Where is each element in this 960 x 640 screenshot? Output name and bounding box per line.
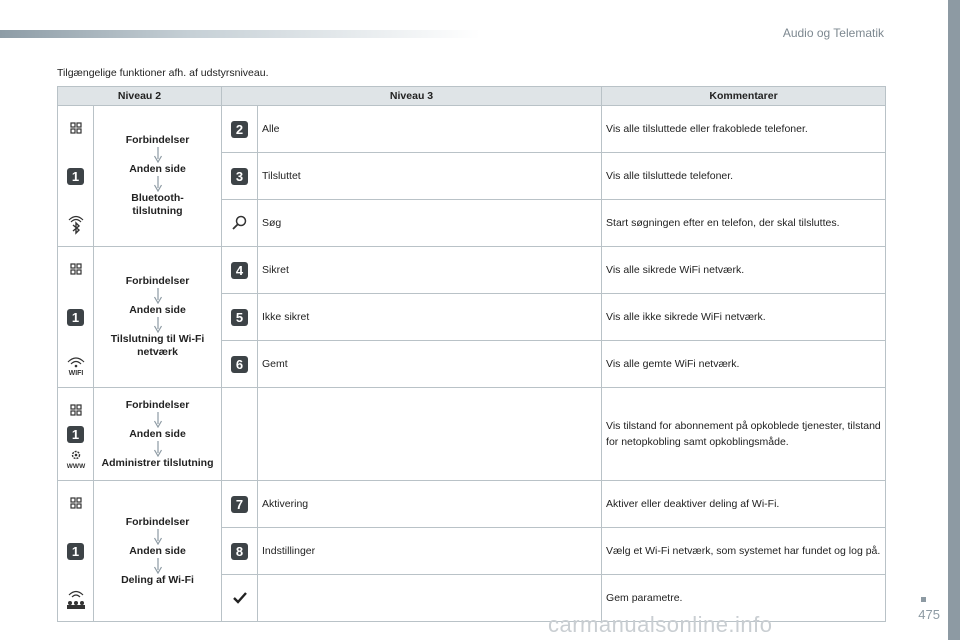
table-row [58, 388, 886, 481]
grid-icon [65, 399, 87, 421]
function-table [57, 86, 886, 622]
menu-step: Forbindelser [125, 398, 190, 411]
header-niveau-2: Niveau 2 [58, 87, 222, 106]
menu-step: Anden side [129, 304, 186, 316]
comment-cell: Start søgningen efter en telefon, der skal tilsluttes. [602, 200, 886, 247]
comment-cell: Vis alle sikrede WiFi netværk. [602, 247, 886, 294]
table-row [58, 481, 886, 528]
level3-icon-cell [222, 341, 258, 388]
step-badge: 3 [231, 168, 248, 185]
menu-step: Forbindelser [125, 275, 190, 287]
level3-label: Indstillinger [258, 528, 602, 575]
intro-text: Tilgængelige funktioner afh. af udstyrsniveau. [57, 67, 269, 79]
menu-path-cell [94, 106, 222, 247]
menu-icons-cell [58, 388, 94, 481]
level3-icon-cell [222, 575, 258, 622]
comment-cell: Vis tilstand for abonnement på opkoblede tjenester, tilstand for netopkobling samt opkoblingsmåde. [602, 388, 886, 481]
side-strip [948, 0, 960, 640]
bluetooth-icon [65, 213, 87, 235]
step-badge: 2 [231, 121, 248, 138]
level3-icon-cell [222, 481, 258, 528]
menu-icons-cell [58, 481, 94, 622]
comment-cell: Vis alle tilsluttede telefoner. [602, 153, 886, 200]
svg-text:WIFI: WIFI [68, 370, 83, 376]
step-badge: 1 [67, 426, 84, 443]
section-title: Audio og Telematik [782, 26, 884, 40]
level3-icon-cell [222, 247, 258, 294]
grid-icon [65, 258, 87, 280]
level3-icon-cell [222, 388, 258, 481]
step-badge: 6 [231, 356, 248, 373]
menu-step: Forbindelser [125, 515, 190, 528]
level3-label: Tilsluttet [258, 153, 602, 200]
menu-path-cell [94, 388, 222, 481]
level3-icon-cell [222, 106, 258, 153]
menu-icons-cell [58, 106, 94, 247]
menu-icons-cell [58, 247, 94, 388]
level3-label [258, 388, 602, 481]
menu-step: Anden side [129, 427, 186, 440]
menu-step: Tilslutning til Wi-Fi netværk [110, 333, 205, 358]
comment-cell: Vis alle gemte WiFi netværk. [602, 341, 886, 388]
comment-cell: Aktiver eller deaktiver deling af Wi-Fi. [602, 481, 886, 528]
wifi-share-icon [65, 588, 87, 610]
menu-step: Anden side [129, 163, 186, 175]
menu-path-cell [94, 481, 222, 622]
check-icon [229, 587, 251, 609]
table-header-row [58, 87, 886, 106]
level3-label: Søg [258, 200, 602, 247]
step-badge: 8 [231, 543, 248, 560]
level3-label: Ikke sikret [258, 294, 602, 341]
header-niveau-3: Niveau 3 [222, 87, 602, 106]
menu-step: Bluetooth- tilslutning [131, 192, 184, 217]
www-gear-icon [65, 447, 87, 469]
top-decorative-bar [0, 30, 480, 38]
level3-label: Aktivering [258, 481, 602, 528]
step-badge: 1 [67, 309, 84, 326]
step-badge: 4 [231, 262, 248, 279]
step-badge: 1 [67, 168, 84, 185]
menu-path-cell [94, 247, 222, 388]
menu-step: Anden side [129, 544, 186, 557]
comment-cell: Vis alle tilsluttede eller frakoblede telefoner. [602, 106, 886, 153]
step-badge: 1 [67, 543, 84, 560]
comment-cell: Vis alle ikke sikrede WiFi netværk. [602, 294, 886, 341]
level3-icon-cell [222, 153, 258, 200]
level3-icon-cell [222, 528, 258, 575]
wifi-icon [65, 354, 87, 376]
header-kommentarer: Kommentarer [602, 87, 886, 106]
search-icon [229, 212, 251, 234]
table-row [58, 106, 886, 153]
grid-icon [65, 117, 87, 139]
step-badge: 7 [231, 496, 248, 513]
level3-label: Alle [258, 106, 602, 153]
comment-cell: Vælg et Wi-Fi netværk, som systemet har fundet og log på. [602, 528, 886, 575]
step-badge: 5 [231, 309, 248, 326]
menu-step: Deling af Wi-Fi [121, 573, 194, 586]
table-row [58, 247, 886, 294]
menu-step: Forbindelser [125, 134, 190, 146]
watermark: carmanualsonline.info [548, 612, 773, 637]
level3-label: Sikret [258, 247, 602, 294]
menu-step: Administrer tilslutning [101, 456, 214, 469]
comment-cell: Gem parametre. [602, 575, 886, 622]
grid-icon [65, 492, 87, 514]
level3-icon-cell [222, 200, 258, 247]
level3-icon-cell [222, 294, 258, 341]
level3-label: Gemt [258, 341, 602, 388]
svg-text:WWW: WWW [66, 463, 85, 469]
page-dot [921, 597, 926, 602]
page-number: 475 [918, 607, 940, 622]
